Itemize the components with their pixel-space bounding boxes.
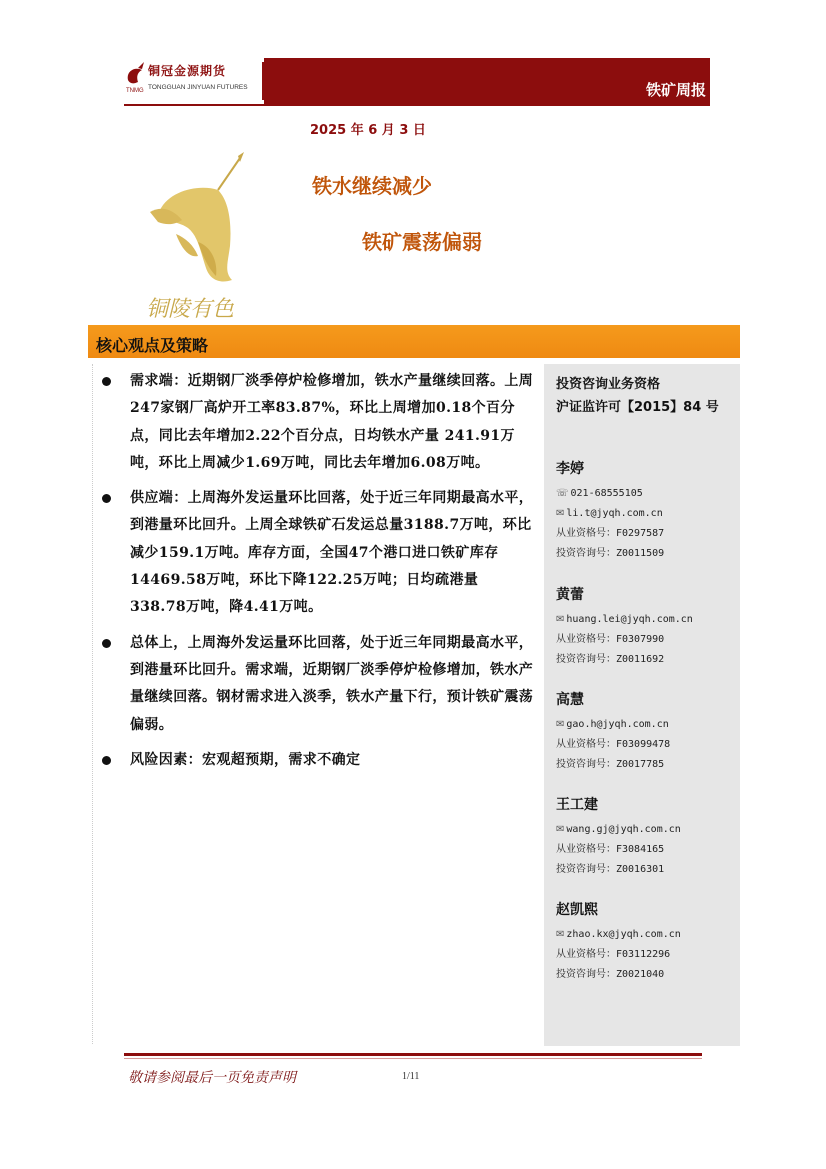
analyst-email[interactable]: wang.gj@jyqh.com.cn bbox=[566, 824, 681, 835]
report-date: 2025 年 6 月 3 日 bbox=[310, 123, 426, 138]
analyst-email[interactable]: huang.lei@jyqh.com.cn bbox=[566, 614, 693, 625]
license-title: 投资咨询业务资格 bbox=[556, 377, 661, 392]
analyst-name: 王工建 bbox=[556, 797, 598, 813]
page-number: 1/11 bbox=[402, 1071, 420, 1082]
section-title: 核心观点及策略 bbox=[96, 336, 209, 355]
analyst-email[interactable]: gao.h@jyqh.com.cn bbox=[566, 719, 669, 730]
headline-primary: 铁水继续减少 bbox=[312, 174, 432, 198]
analyst-advisory-no: 投资咨询号：Z0016301 bbox=[556, 864, 665, 875]
analyst-card bbox=[556, 458, 664, 564]
logo-emblem-icon bbox=[124, 60, 148, 90]
analyst-advisory-no: 投资咨询号：Z0011509 bbox=[556, 548, 665, 559]
bullet-text: 总体上，上周海外发运量环比回落，处于近三年同期最高水平，到港量环比回升。需求端，近期钢厂淡季停炉检修增加，铁水产量继续回落。钢材需求进入淡季，铁水产量下行，预计铁矿震荡偏弱。 bbox=[130, 634, 534, 733]
footer-divider bbox=[124, 1053, 702, 1056]
brand-mark bbox=[140, 150, 260, 325]
analyst-practice-no: 从业资格号：F0297587 bbox=[556, 528, 665, 539]
phone-icon: ☏ bbox=[556, 488, 569, 499]
company-name-cn: 铜冠金源期货 bbox=[148, 64, 227, 78]
analyst-name: 李婷 bbox=[556, 461, 584, 477]
bullet-icon bbox=[102, 756, 111, 765]
mail-icon: ✉ bbox=[556, 614, 565, 625]
disclaimer-notice: 敬请参阅最后一页免责声明 bbox=[128, 1070, 296, 1086]
bullet-text: 需求端：近期钢厂淡季停炉检修增加，铁水产量继续回落。上周247家钢厂高炉开工率83.87%，环比上周增加0.18个百分点，同比去年增加2.22个百分点，日均铁水产量 241.91万吨，环比上周减少1.69万吨，同比去年增加6.08万吨。 bbox=[130, 373, 534, 471]
core-views-list bbox=[98, 368, 534, 782]
footer-divider-thin bbox=[124, 1058, 702, 1059]
analyst-card bbox=[556, 899, 681, 985]
header-bar bbox=[264, 58, 710, 104]
license-number: 沪证监许可【2015】84 号 bbox=[556, 400, 719, 415]
brand-emblem-icon bbox=[140, 150, 260, 325]
analyst-email[interactable]: li.t@jyqh.com.cn bbox=[566, 508, 663, 519]
bullet-icon bbox=[102, 377, 111, 386]
analyst-card bbox=[556, 794, 681, 880]
list-item-demand bbox=[98, 368, 534, 477]
analyst-practice-no: 从业资格号：F3084165 bbox=[556, 844, 665, 855]
bullet-icon bbox=[102, 639, 111, 648]
company-abbr: TNMG bbox=[126, 88, 144, 94]
analyst-advisory-no: 投资咨询号：Z0017785 bbox=[556, 759, 665, 770]
analyst-practice-no: 从业资格号：F03112296 bbox=[556, 949, 671, 960]
analyst-practice-no: 从业资格号：F03099478 bbox=[556, 739, 671, 750]
list-item-summary bbox=[98, 630, 534, 739]
analyst-practice-no: 从业资格号：F0307990 bbox=[556, 634, 665, 645]
headline-secondary: 铁矿震荡偏弱 bbox=[362, 230, 482, 254]
header-divider bbox=[124, 104, 710, 106]
analyst-name: 高慧 bbox=[556, 692, 584, 708]
analyst-card bbox=[556, 689, 670, 775]
brand-text: 铜陵有色 bbox=[146, 297, 235, 322]
mail-icon: ✉ bbox=[556, 929, 565, 940]
analyst-phone: 021-68555105 bbox=[570, 488, 643, 499]
mail-icon: ✉ bbox=[556, 824, 565, 835]
analyst-email[interactable]: zhao.kx@jyqh.com.cn bbox=[566, 929, 681, 940]
analyst-advisory-no: 投资咨询号：Z0021040 bbox=[556, 969, 665, 980]
mail-icon: ✉ bbox=[556, 719, 565, 730]
report-type: 铁矿周报 bbox=[645, 81, 706, 99]
bullet-text: 风险因素：宏观超预期，需求不确定 bbox=[130, 751, 361, 768]
analyst-card bbox=[556, 584, 693, 670]
analyst-name: 黄蕾 bbox=[556, 587, 584, 603]
list-item-risk bbox=[98, 747, 534, 774]
bullet-text: 供应端：上周海外发运量环比回落，处于近三年同期最高水平，到港量环比回升。上周全球铁矿石发运总量3188.7万吨，环比减少159.1万吨。库存方面，全国47个港口进口铁矿库存14469.58万吨，环比下降122.25万吨；日均疏港量338.78万吨，降4.41万吨。 bbox=[130, 490, 534, 616]
company-name-en: TONGGUAN JINYUAN FUTURES bbox=[148, 84, 248, 91]
list-item-supply bbox=[98, 485, 534, 621]
analyst-advisory-no: 投资咨询号：Z0011692 bbox=[556, 654, 665, 665]
analyst-name: 赵凯熙 bbox=[556, 902, 598, 918]
left-margin-guide bbox=[92, 364, 93, 1044]
bullet-icon bbox=[102, 494, 111, 503]
company-logo bbox=[124, 58, 264, 102]
mail-icon: ✉ bbox=[556, 508, 565, 519]
